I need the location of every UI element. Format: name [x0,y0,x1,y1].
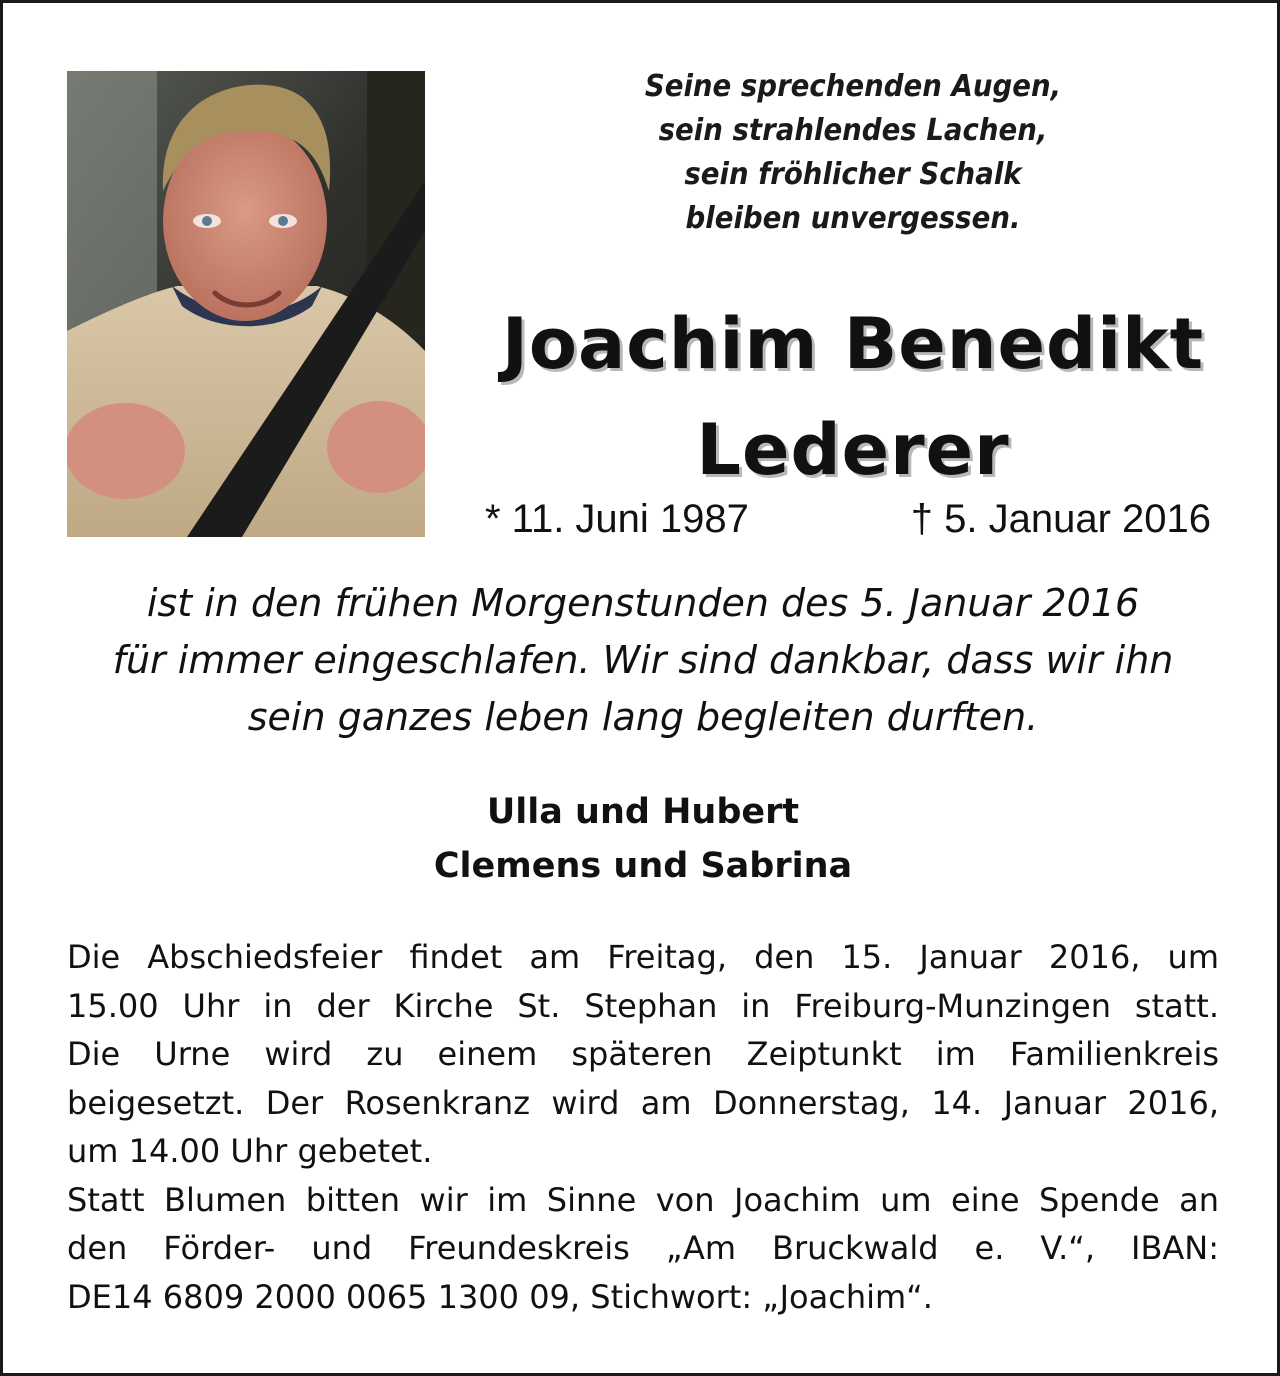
memorial-quote [586,65,1120,241]
death-date: † 5. Januar 2016 [910,497,1211,541]
details-line: beigesetzt. Der Rosenkranz wird am Donnerstag, 14. Januar 2016, [67,1083,1219,1122]
quote-line: Seine sprechenden Augen, [644,69,1062,104]
name-line: Lederer [696,409,1010,491]
ceremony-details [67,933,1219,1321]
details-line: DE14 6809 2000 0065 1300 09, Stichwort: „Joachim“. [67,1277,933,1316]
deceased-name [473,291,1233,503]
mourner-line: Ulla und Hubert [486,792,800,832]
details-line: Die Abschiedsfeier findet am Freitag, den 15. Januar 2016, um [67,938,1219,976]
portrait-photo [67,71,425,537]
details-line: 15.00 Uhr in der Kirche St. Stephan in Freiburg-Munzingen statt. [67,986,1219,1025]
mourner-line: Clemens und Sabrina [433,846,853,886]
quote-line: sein fröhlicher Schalk [684,157,1022,192]
details-line: Statt Blumen bitten wir im Sinne von Joachim um eine Spende an [67,1180,1219,1219]
announcement-line: für immer eingeschlafen. Wir sind dankbar, dass wir ihn [112,638,1174,682]
birth-date: * 11. Juni 1987 [485,497,749,541]
details-line: um 14.00 Uhr gebetet. [67,1132,433,1170]
announcement-line: sein ganzes leben lang begleiten durften. [247,695,1039,739]
announcement-line: ist in den frühen Morgenstunden des 5. Januar 2016 [146,581,1140,625]
details-line: den Förder- und Freundeskreis „Am Bruckwald e. V.“, IBAN: [67,1229,1219,1267]
life-dates [481,491,1221,547]
quote-line: sein strahlendes Lachen, [658,113,1048,148]
name-line: Joachim Benedikt [501,303,1205,385]
mourners [263,785,1023,893]
quote-line: bleiben unvergessen. [685,201,1021,236]
announcement-text [63,575,1223,746]
details-line: Die Urne wird zu einem späteren Zeiptunkt im Familienkreis [67,1035,1219,1073]
portrait-illustration [67,71,425,537]
